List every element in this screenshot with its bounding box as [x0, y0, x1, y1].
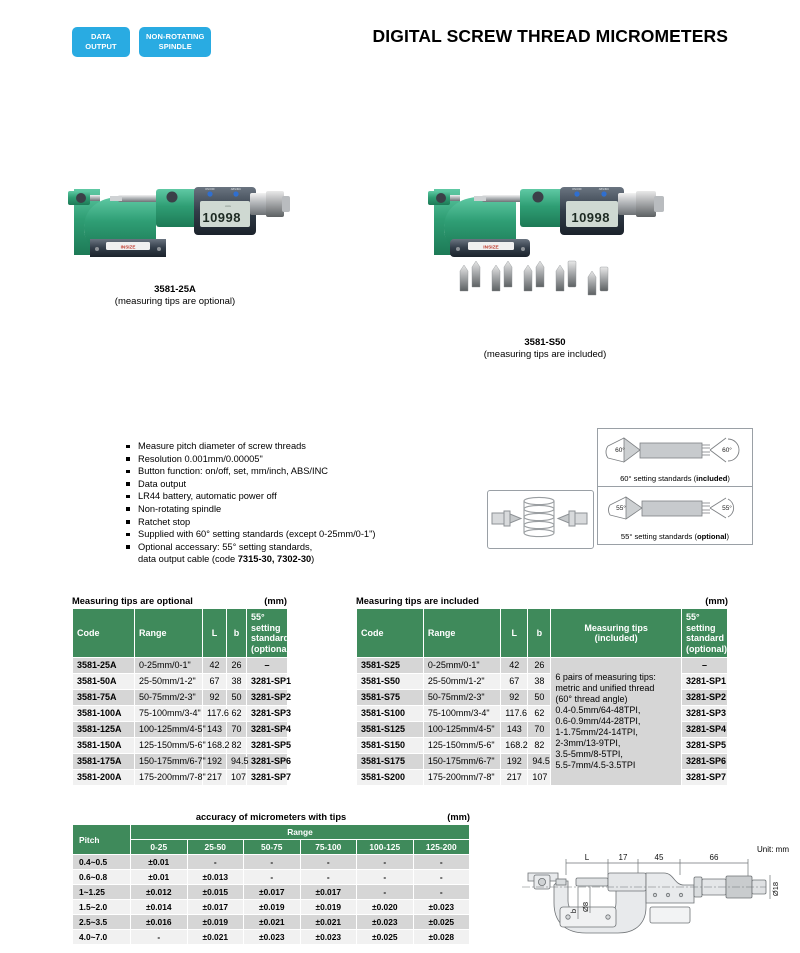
- figure-note: (measuring tips are included): [483, 349, 607, 360]
- cell-accuracy: ±0.021: [300, 915, 357, 930]
- accuracy-header-row-2: [73, 840, 470, 855]
- cell-code: 3581-75A: [73, 690, 135, 706]
- thread-diagram-icon: [488, 491, 591, 546]
- cell-accuracy: -: [357, 885, 414, 900]
- cell-accuracy: -: [244, 870, 301, 885]
- cell-range: 100-125mm/4-5": [423, 722, 500, 738]
- cell-std: 3281-SP4: [681, 722, 727, 738]
- table-row: [73, 706, 288, 722]
- cell-range: 150-175mm/6-7": [135, 754, 203, 770]
- cell-accuracy: ±0.014: [131, 900, 188, 915]
- cell-accuracy: ±0.023: [300, 930, 357, 945]
- th-range-0-25: 0-25: [131, 840, 188, 855]
- cell-code: 3581-S150: [357, 738, 424, 754]
- th-range: Range: [135, 609, 203, 658]
- cell-std: 3281-SP7: [247, 770, 288, 786]
- dim-b: b: [569, 908, 578, 914]
- cell-b: 50: [528, 690, 551, 706]
- table-row: [73, 885, 470, 900]
- cell-code: 3581-200A: [73, 770, 135, 786]
- figure-code: 3581-25A: [154, 284, 196, 295]
- cell-code: 3581-175A: [73, 754, 135, 770]
- figure-note: (measuring tips are optional): [114, 296, 236, 307]
- th-range-100-125: 100-125: [357, 840, 414, 855]
- cell-accuracy: ±0.01: [131, 855, 188, 870]
- cell-code: 3581-S100: [357, 706, 424, 722]
- cell-code: 3581-S25: [357, 658, 424, 674]
- th-std-line2: standard: [251, 633, 290, 643]
- setting-standard-60-caption: [598, 474, 752, 483]
- cell-std: 3281-SP3: [247, 706, 288, 722]
- th-range: Range: [423, 609, 500, 658]
- th-range-125-200: 125-200: [413, 840, 470, 855]
- cell-code: 3581-S125: [357, 722, 424, 738]
- accuracy-table: [72, 824, 470, 945]
- cell-pitch: 1.5~2.0: [73, 900, 131, 915]
- cell-accuracy: ±0.015: [187, 885, 244, 900]
- svg-text:60°: 60°: [722, 447, 732, 454]
- cell-range: 25-50mm/1-2": [423, 674, 500, 690]
- tips-line: metric and unified thread: [555, 683, 655, 693]
- table-included-body: [357, 658, 728, 786]
- feature-item: Resolution 0.001mm/0.00005": [126, 453, 456, 466]
- cell-accuracy: -: [131, 930, 188, 945]
- table-measuring-tips-optional: [72, 596, 292, 786]
- cell-L: 42: [203, 658, 227, 674]
- cell-accuracy: ±0.021: [187, 930, 244, 945]
- cell-pitch: 0.4~0.5: [73, 855, 131, 870]
- cell-accuracy: -: [300, 870, 357, 885]
- th-std-line1: 55° setting: [685, 612, 716, 633]
- cell-L: 92: [203, 690, 227, 706]
- th-range-75-100: 75-100: [300, 840, 357, 855]
- cell-code: 3581-100A: [73, 706, 135, 722]
- table-row: [73, 770, 288, 786]
- cell-L: 143: [203, 722, 227, 738]
- badge-line1: DATA: [90, 32, 112, 41]
- cell-b: 107: [227, 770, 247, 786]
- th-setting-standard: [247, 609, 292, 658]
- cell-range: 75-100mm/3-4": [423, 706, 500, 722]
- cell-b: 62: [528, 706, 551, 722]
- badge-non-rotating-spindle: [139, 27, 211, 57]
- cell-std: 3281-SP2: [681, 690, 727, 706]
- cell-accuracy: ±0.020: [357, 900, 414, 915]
- accuracy-header-row-1: [73, 825, 470, 840]
- measuring-tips-set: [460, 261, 608, 295]
- micrometer-illustration: [60, 165, 290, 277]
- cell-measuring-tips-description: [551, 658, 682, 786]
- dimension-drawing-svg: [498, 845, 793, 945]
- cell-pitch: 0.6~0.8: [73, 870, 131, 885]
- cell-b: 94.5: [528, 754, 551, 770]
- cell-pitch: 1~1.25: [73, 885, 131, 900]
- caption-post: ): [727, 474, 730, 483]
- table-optional-unit: (mm): [264, 596, 287, 606]
- caption-post: ): [726, 532, 730, 541]
- cell-code: 3581-S50: [357, 674, 424, 690]
- cell-L: 192: [203, 754, 227, 770]
- feature-item-continuation: [126, 553, 456, 566]
- cell-accuracy: -: [413, 885, 470, 900]
- cell-code: 3581-125A: [73, 722, 135, 738]
- table-optional-title: Measuring tips are optional: [72, 596, 193, 606]
- table-included-unit: (mm): [705, 596, 728, 606]
- cell-accuracy: ±0.019: [187, 915, 244, 930]
- tips-line: (60° thread angle): [555, 694, 628, 704]
- cell-b: 94.5: [227, 754, 247, 770]
- cell-b: 82: [528, 738, 551, 754]
- badge-line2: OUTPUT: [85, 42, 117, 51]
- cell-accuracy: ±0.023: [244, 930, 301, 945]
- feature-item: Data output: [126, 478, 456, 491]
- cell-accuracy: -: [357, 855, 414, 870]
- cell-L: 117.6: [203, 706, 227, 722]
- cell-L: 143: [501, 722, 528, 738]
- cell-accuracy: ±0.021: [244, 915, 301, 930]
- th-setting-standard: [681, 609, 727, 658]
- cell-pitch: 4.0~7.0: [73, 930, 131, 945]
- product-figure-3581-S50: [420, 165, 670, 360]
- cell-std: –: [247, 658, 288, 674]
- cell-accuracy: ±0.013: [187, 870, 244, 885]
- table-optional-title-row: [72, 596, 287, 606]
- cell-accuracy: -: [413, 855, 470, 870]
- th-L: L: [501, 609, 528, 658]
- cell-code: 3581-25A: [73, 658, 135, 674]
- cell-accuracy: -: [300, 855, 357, 870]
- svg-text:10998: 10998: [571, 210, 610, 225]
- cell-std: 3281-SP6: [247, 754, 288, 770]
- cell-accuracy: ±0.019: [244, 900, 301, 915]
- cell-b: 26: [528, 658, 551, 674]
- table-row: [73, 690, 288, 706]
- th-tips-line1: Measuring tips: [584, 622, 648, 633]
- cell-std: 3281-SP7: [681, 770, 727, 786]
- cell-L: 92: [501, 690, 528, 706]
- spec-table-optional: [72, 608, 292, 786]
- cell-range: 100-125mm/4-5": [135, 722, 203, 738]
- cell-L: 217: [203, 770, 227, 786]
- setting-standard-60: [598, 429, 752, 486]
- cell-L: 217: [501, 770, 528, 786]
- cell-accuracy: ±0.017: [300, 885, 357, 900]
- badge-line2: SPINDLE: [158, 42, 192, 51]
- setting-standard-60-icon: [602, 434, 748, 468]
- th-range-25-50: 25-50: [187, 840, 244, 855]
- caption-pre: 55° setting standards (: [620, 532, 697, 541]
- cell-b: 26: [227, 658, 247, 674]
- feature-item: Supplied with 60° setting standards (except 0-25mm/0-1"): [126, 528, 456, 541]
- cell-range: 125-150mm/5-6": [423, 738, 500, 754]
- table-header-row: [73, 609, 288, 658]
- svg-text:ON/OFF: ON/OFF: [205, 188, 215, 191]
- cell-std: 3281-SP1: [681, 674, 727, 690]
- cell-b: 38: [528, 674, 551, 690]
- table-accuracy-title: accuracy of micrometers with tips: [195, 812, 347, 822]
- cell-pitch: 2.5~3.5: [73, 915, 131, 930]
- tips-line: 3.5-5mm/8-5TPI,: [555, 749, 623, 759]
- cell-range: 0-25mm/0-1": [135, 658, 203, 674]
- th-b: b: [528, 609, 551, 658]
- th-std-line3: (optional): [685, 643, 727, 654]
- cell-range: 50-75mm/2-3": [135, 690, 203, 706]
- cell-accuracy: -: [357, 870, 414, 885]
- cell-std: 3281-SP1: [247, 674, 288, 690]
- th-range-group: Range: [131, 825, 470, 840]
- dim-45: 45: [654, 853, 664, 862]
- table-header-row: [357, 609, 728, 658]
- cell-L: 168.2: [501, 738, 528, 754]
- cell-L: 192: [501, 754, 528, 770]
- dim-17: 17: [618, 853, 628, 862]
- cell-range: 25-50mm/1-2": [135, 674, 203, 690]
- cell-range: 175-200mm/7-8": [135, 770, 203, 786]
- thread-measurement-diagram: [487, 490, 594, 549]
- table-row: [73, 674, 288, 690]
- cell-std: 3281-SP3: [681, 706, 727, 722]
- cell-accuracy: ±0.023: [413, 900, 470, 915]
- cell-std: 3281-SP6: [681, 754, 727, 770]
- cell-L: 67: [501, 674, 528, 690]
- table-row: [357, 658, 728, 674]
- badge-data-output: [72, 27, 130, 57]
- cell-accuracy: ±0.017: [244, 885, 301, 900]
- setting-standards-box: [597, 428, 753, 545]
- unit-label: Unit: mm: [757, 845, 789, 854]
- cell-code: 3581-50A: [73, 674, 135, 690]
- svg-text:INSIZE: INSIZE: [120, 244, 136, 250]
- cell-accuracy: -: [244, 855, 301, 870]
- feature-item: Measure pitch diameter of screw threads: [126, 440, 456, 453]
- table-accuracy-title-row: [72, 812, 470, 822]
- accuracy-table-body: [73, 855, 470, 945]
- cell-L: 67: [203, 674, 227, 690]
- caption-pre: 60° setting standards (: [620, 474, 697, 483]
- svg-text:10998: 10998: [202, 210, 241, 225]
- page-header: [0, 0, 800, 70]
- cell-accuracy: ±0.025: [413, 915, 470, 930]
- cell-accuracy: ±0.016: [131, 915, 188, 930]
- cell-b: 82: [227, 738, 247, 754]
- cell-code: 3581-S200: [357, 770, 424, 786]
- cell-b: 107: [528, 770, 551, 786]
- setting-standard-55-caption: [598, 532, 752, 541]
- table-accuracy: [72, 812, 470, 945]
- cell-code: 3581-S175: [357, 754, 424, 770]
- svg-text:ABS/INC: ABS/INC: [598, 188, 610, 191]
- svg-text:mm: mm: [225, 204, 231, 208]
- cell-std: 3281-SP2: [247, 690, 288, 706]
- feature-badges: [72, 27, 211, 57]
- dim-d18: Ø18: [771, 881, 780, 897]
- badge-line1: NON-ROTATING: [146, 32, 205, 41]
- cell-accuracy: ±0.028: [413, 930, 470, 945]
- table-row: [73, 722, 288, 738]
- cell-L: 168.2: [203, 738, 227, 754]
- feature-item: Non-rotating spindle: [126, 503, 456, 516]
- caption-bold: optional: [697, 532, 727, 541]
- svg-text:55°: 55°: [616, 505, 626, 512]
- cell-accuracy: ±0.017: [187, 900, 244, 915]
- cell-b: 70: [227, 722, 247, 738]
- cell-accuracy: ±0.019: [300, 900, 357, 915]
- setting-standard-55-icon: [602, 492, 748, 526]
- cell-range: 75-100mm/3-4": [135, 706, 203, 722]
- cell-range: 0-25mm/0-1": [423, 658, 500, 674]
- cell-range: 50-75mm/2-3": [423, 690, 500, 706]
- feature-item: LR44 battery, automatic power off: [126, 490, 456, 503]
- cell-accuracy: -: [187, 855, 244, 870]
- cell-range: 150-175mm/6-7": [423, 754, 500, 770]
- tips-line: 2-3mm/13-9TPI,: [555, 738, 621, 748]
- cell-L: 117.6: [501, 706, 528, 722]
- th-b: b: [227, 609, 247, 658]
- svg-text:ON/OFF: ON/OFF: [572, 188, 582, 191]
- table-optional-body: [73, 658, 292, 786]
- cell-accuracy: ±0.023: [357, 915, 414, 930]
- cell-b: 38: [227, 674, 247, 690]
- product-figure-3581-25A: [60, 165, 290, 307]
- table-row: [73, 900, 470, 915]
- cell-accuracy: ±0.012: [131, 885, 188, 900]
- tips-line: 1-1.75mm/24-14TPI,: [555, 727, 638, 737]
- feature-list: [86, 440, 456, 566]
- cell-b: 62: [227, 706, 247, 722]
- dim-d8: Ø8: [581, 901, 590, 913]
- feature-item: Optional accessary: 55° setting standards,: [126, 541, 456, 554]
- cell-std: 3281-SP5: [681, 738, 727, 754]
- th-tips-line2: (included): [594, 633, 638, 643]
- cell-range: 175-200mm/7-8": [423, 770, 500, 786]
- feature-item: Ratchet stop: [126, 516, 456, 529]
- th-code: Code: [357, 609, 424, 658]
- setting-standard-55: [598, 486, 752, 544]
- tips-line: 0.6-0.9mm/44-28TPI,: [555, 716, 641, 726]
- table-row: [73, 754, 288, 770]
- th-std-line3: (optional): [251, 643, 292, 654]
- table-included-title: Measuring tips are included: [356, 596, 479, 606]
- cell-std: –: [681, 658, 727, 674]
- th-code: Code: [73, 609, 135, 658]
- svg-text:INSIZE: INSIZE: [483, 245, 499, 251]
- svg-text:60°: 60°: [615, 447, 625, 454]
- cell-std: 3281-SP4: [247, 722, 288, 738]
- cell-b: 70: [528, 722, 551, 738]
- th-L: L: [203, 609, 227, 658]
- table-included-title-row: [356, 596, 728, 606]
- table-row: [73, 930, 470, 945]
- feature-item: Button function: on/off, set, mm/inch, ABS/INC: [126, 465, 456, 478]
- cell-std: 3281-SP5: [247, 738, 288, 754]
- cell-accuracy: ±0.01: [131, 870, 188, 885]
- th-measuring-tips: [551, 609, 682, 658]
- cell-L: 42: [501, 658, 528, 674]
- th-std-line1: 55° setting: [251, 612, 281, 633]
- table-measuring-tips-included: [356, 596, 728, 786]
- cell-accuracy: ±0.025: [357, 930, 414, 945]
- dim-66: 66: [709, 853, 719, 862]
- page-title: DIGITAL SCREW THREAD MICROMETERS: [372, 26, 728, 46]
- cell-code: 3581-S75: [357, 690, 424, 706]
- table-accuracy-unit: (mm): [447, 812, 470, 822]
- tips-line: 6 pairs of measuring tips:: [555, 672, 656, 682]
- th-pitch: Pitch: [73, 825, 131, 855]
- micrometer-with-tips-illustration: [420, 165, 670, 330]
- dimension-drawing: [498, 845, 793, 950]
- spec-table-included: [356, 608, 728, 786]
- tips-line: 0.4-0.5mm/64-48TPI,: [555, 705, 641, 715]
- svg-text:55°: 55°: [722, 505, 732, 512]
- th-range-50-75: 50-75: [244, 840, 301, 855]
- caption-bold: included: [696, 474, 728, 483]
- cell-code: 3581-150A: [73, 738, 135, 754]
- figure-code: 3581-S50: [524, 337, 566, 348]
- tips-line: 5.5-7mm/4.5-3.5TPI: [555, 760, 636, 770]
- table-row: [73, 658, 288, 674]
- table-row: [73, 915, 470, 930]
- table-row: [73, 738, 288, 754]
- cell-range: 125-150mm/5-6": [135, 738, 203, 754]
- feature-cable-text: data output cable (code 7315-30, 7302-30): [138, 554, 315, 565]
- table-row: [73, 855, 470, 870]
- table-row: [73, 870, 470, 885]
- dim-L: L: [584, 853, 590, 862]
- svg-text:ABS/INC: ABS/INC: [230, 188, 242, 191]
- cell-b: 50: [227, 690, 247, 706]
- cell-accuracy: -: [413, 870, 470, 885]
- th-std-line2: standard: [685, 633, 724, 643]
